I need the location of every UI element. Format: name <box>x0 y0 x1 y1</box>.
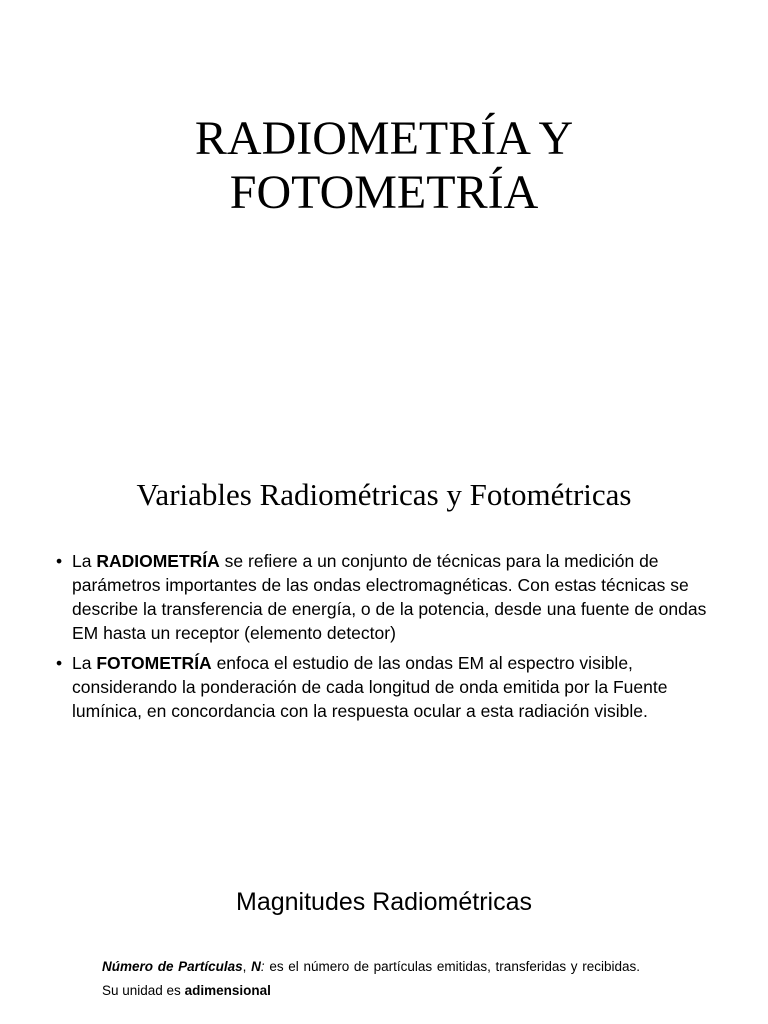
bullet-term: FOTOMETRÍA <box>96 653 212 673</box>
bullet-prefix: La <box>72 653 97 673</box>
bullet-marker: • <box>56 653 63 673</box>
definition-sep: , <box>242 959 252 974</box>
slide-title-line-2: FOTOMETRÍA <box>229 166 539 219</box>
bullet-term: RADIOMETRÍA <box>96 551 220 571</box>
bullet-marker: • <box>56 551 63 571</box>
definition-text: es el número de partículas emitidas, transferidas y recibidas. Su unidad es <box>102 959 640 998</box>
definition-unit: adimensional <box>184 983 271 998</box>
bullet-item-radiometria <box>56 549 726 645</box>
definition-symbol: N <box>251 959 261 974</box>
slide-title-line-1: RADIOMETRÍA Y <box>194 112 574 165</box>
bullet-prefix: La <box>72 551 97 571</box>
bullet-text: enfoca el estudio de las ondas EM al espectro visible, considerando la ponderación de cada longitud de onda emitida por la Fuente lumínica, en concordancia con la respuesta ocular a esta radiación visible. <box>72 653 668 721</box>
bullet-text: se refiere a un conjunto de técnicas para la medición de parámetros importantes de las ondas electromagnéticas. Con estas técnicas se describe la transferencia de energía, o de la potencia, desde una fuente de ondas EM hasta un receptor (elemento detector) <box>72 551 707 643</box>
definition-colon: : <box>260 959 265 974</box>
bullet-list <box>56 549 726 729</box>
magnitudes-title: Magnitudes Radiométricas <box>236 888 532 916</box>
section-title: Variables Radiométricas y Fotométricas <box>136 477 632 512</box>
definition-numero-particulas <box>102 955 640 1003</box>
slide-title <box>0 112 768 220</box>
bullet-item-fotometria <box>56 651 726 723</box>
definition-term: Número de Partículas <box>102 959 243 974</box>
